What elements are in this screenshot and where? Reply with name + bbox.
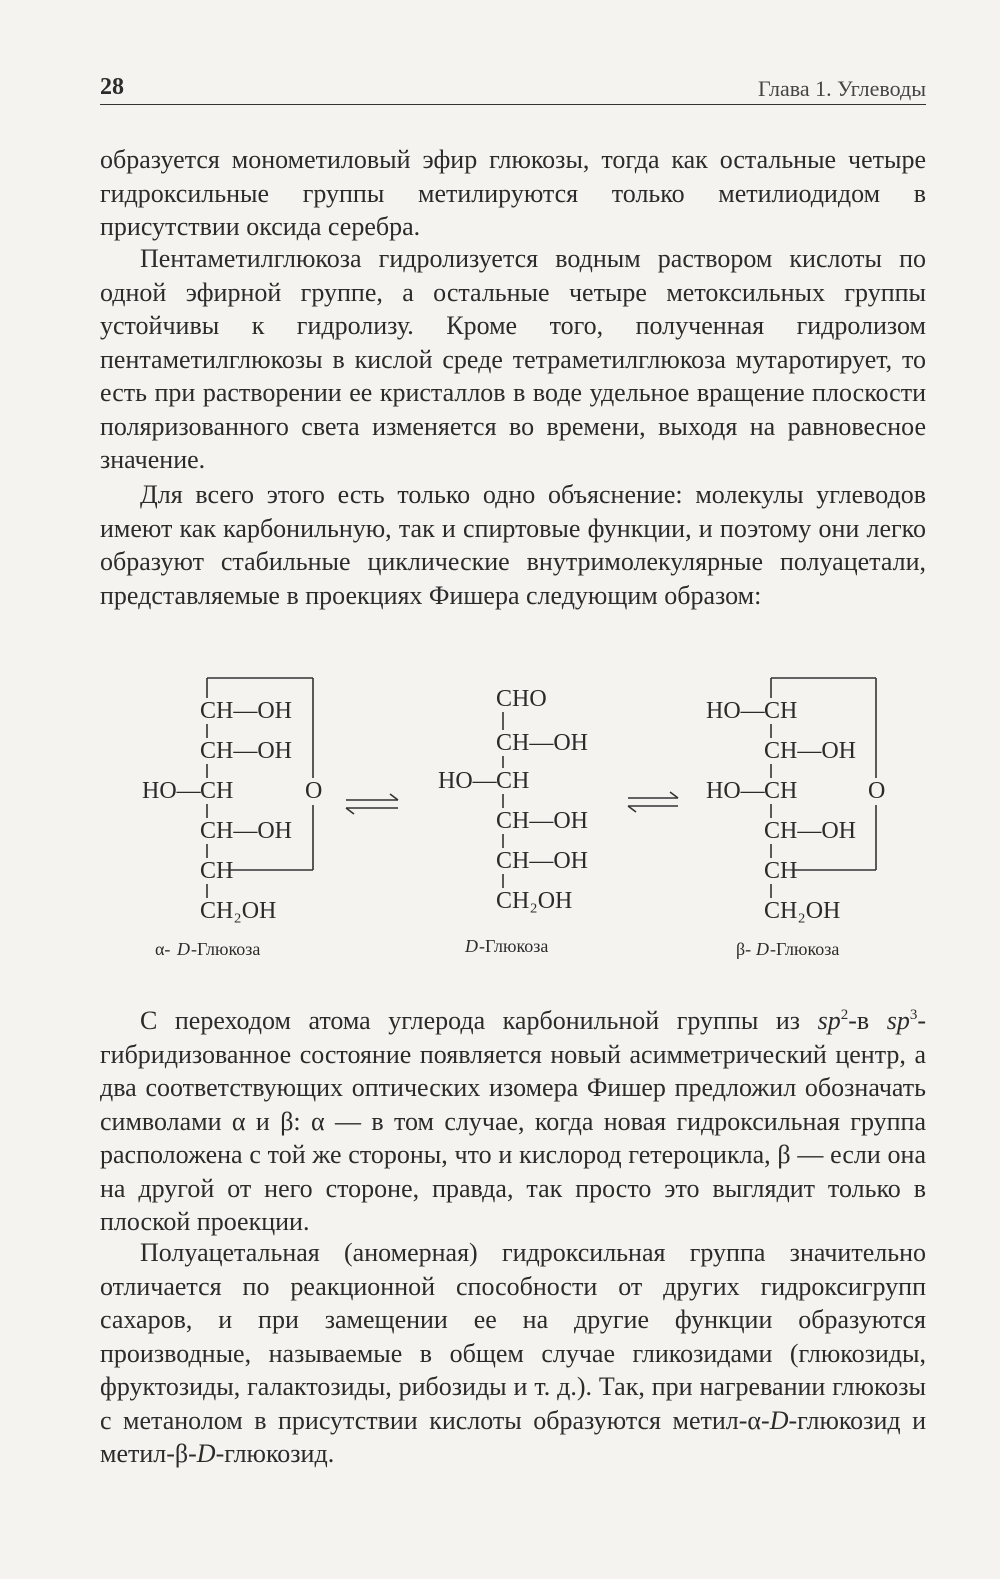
beta-d-glucose-structure — [706, 678, 885, 959]
fischer-projection-diagram — [100, 660, 926, 970]
equilibrium-arrows-left — [346, 794, 398, 814]
p4-text-2: -в — [848, 1006, 887, 1035]
beta-ho-1: HO— — [706, 698, 765, 724]
p4-text-3: -гибридизованное состояние появляется новый асимметрический центр, а два соответствующих оптических изомера Фишер предложил обозначать символами α и β: α — в том случае, когда новая гидроксильная группа расположена с той же стороны, что и кислород гетероцикла, β — если она на другой от него стороне, правда, так просто это выглядит только в плоской проекции. — [100, 1006, 927, 1236]
open-row-1: CHO — [496, 686, 547, 712]
alpha-row-1: CH—OH — [200, 698, 293, 724]
equilibrium-arrows-right — [628, 792, 678, 812]
p5-d-1: D — [769, 1405, 789, 1435]
open-ho: HO— — [438, 768, 497, 794]
alpha-row-2: CH—OH — [200, 738, 293, 764]
alpha-caption-suffix: -Глюкоза — [191, 939, 261, 959]
p5-text-1: Полуацетальная (аномерная) гидроксильная группа значительно отличается по реакционной способности от других гидроксигрупп сахаров, и при замещении ее на другие функции образуются производные, называемые в общем случае гликозидами (глюкозиды, фруктозиды, галактозиды, рибозиды и т. д.). Так, при нагревании глюкозы с метанолом в присутствии кислоты образуются метил-α- — [100, 1238, 926, 1435]
alpha-ho: HO— — [142, 778, 201, 804]
page-header — [100, 74, 926, 105]
alpha-d-glucose-structure — [142, 678, 322, 959]
open-caption-d: D — [465, 936, 478, 956]
alpha-row-3: CH — [200, 778, 234, 804]
alpha-caption-prefix: α- — [155, 939, 171, 959]
p4-text-1: С переходом атома углерода карбонильной группы из — [140, 1006, 818, 1035]
alpha-row-5: CH — [200, 858, 234, 884]
open-row-4: CH—OH — [496, 808, 589, 834]
alpha-row-4: CH—OH — [200, 818, 293, 844]
beta-ho-3: HO— — [706, 778, 765, 804]
alpha-caption-d: D — [177, 939, 190, 959]
beta-row-3: CH — [764, 778, 798, 804]
beta-row-5: CH — [764, 858, 798, 884]
p5-text-2: -глюкозид и метил-β- — [100, 1405, 926, 1468]
open-caption-suffix: -Глюкоза — [479, 936, 549, 956]
paragraph-2: Пентаметилглюкоза гидролизуется водным раствором кислоты по одной эфирной группе, а остальные четыре метоксильных группы устойчивы к гидролизу. Кроме того, полученная гидролизом пентаметилглюкозы в кислой среде тетраметилглюкоза мутаротирует, то есть при растворении ее кристаллов в воде удельное вращение плоскости поляризованного света изменяется во времени, выходя на равновесное значение. — [100, 244, 926, 474]
p4-sup-2: 2 — [840, 1007, 849, 1023]
p4-sp-2: sp — [886, 1006, 910, 1035]
open-row-6: CH₂OH — [496, 888, 573, 914]
open-row-3: CH — [496, 768, 530, 794]
p4-sup-3: 3 — [909, 1007, 918, 1023]
beta-caption-prefix: β- — [736, 939, 752, 959]
beta-caption-d: D — [756, 939, 769, 959]
paragraph-4 — [100, 1004, 926, 1239]
beta-row-2: CH—OH — [764, 738, 857, 764]
page-number: 28 — [100, 74, 124, 100]
alpha-ring-oxygen: O — [305, 778, 323, 804]
beta-row-4: CH—OH — [764, 818, 857, 844]
p5-text-3: -глюкозид. — [215, 1439, 335, 1468]
beta-ring-oxygen: O — [868, 778, 886, 804]
open-row-2: CH—OH — [496, 730, 589, 756]
running-title: Глава 1. Углеводы — [757, 76, 926, 101]
beta-caption-suffix: -Глюкоза — [770, 939, 840, 959]
alpha-row-6: CH₂OH — [200, 898, 277, 924]
d-glucose-open-chain-structure — [438, 686, 588, 956]
beta-row-6: CH₂OH — [764, 898, 841, 924]
open-row-5: CH—OH — [496, 848, 589, 874]
paragraph-1: образуется монометиловый эфир глюкозы, тогда как остальные четыре гидроксильные группы метилируются только метилиодидом в присутствии оксида серебра. — [100, 145, 926, 241]
p4-sp-1: sp — [817, 1006, 841, 1035]
p5-d-2: D — [196, 1439, 216, 1468]
paragraph-3: Для всего этого есть только одно объяснение: молекулы углеводов имеют как карбонильную, так и спиртовые функции, и поэтому они легко образуют стабильные циклические внутримолекулярные полуацетали, представляемые в проекциях Фишера следующим образом: — [100, 480, 926, 610]
paragraph-5 — [100, 1236, 926, 1471]
beta-row-1: CH — [764, 698, 798, 724]
